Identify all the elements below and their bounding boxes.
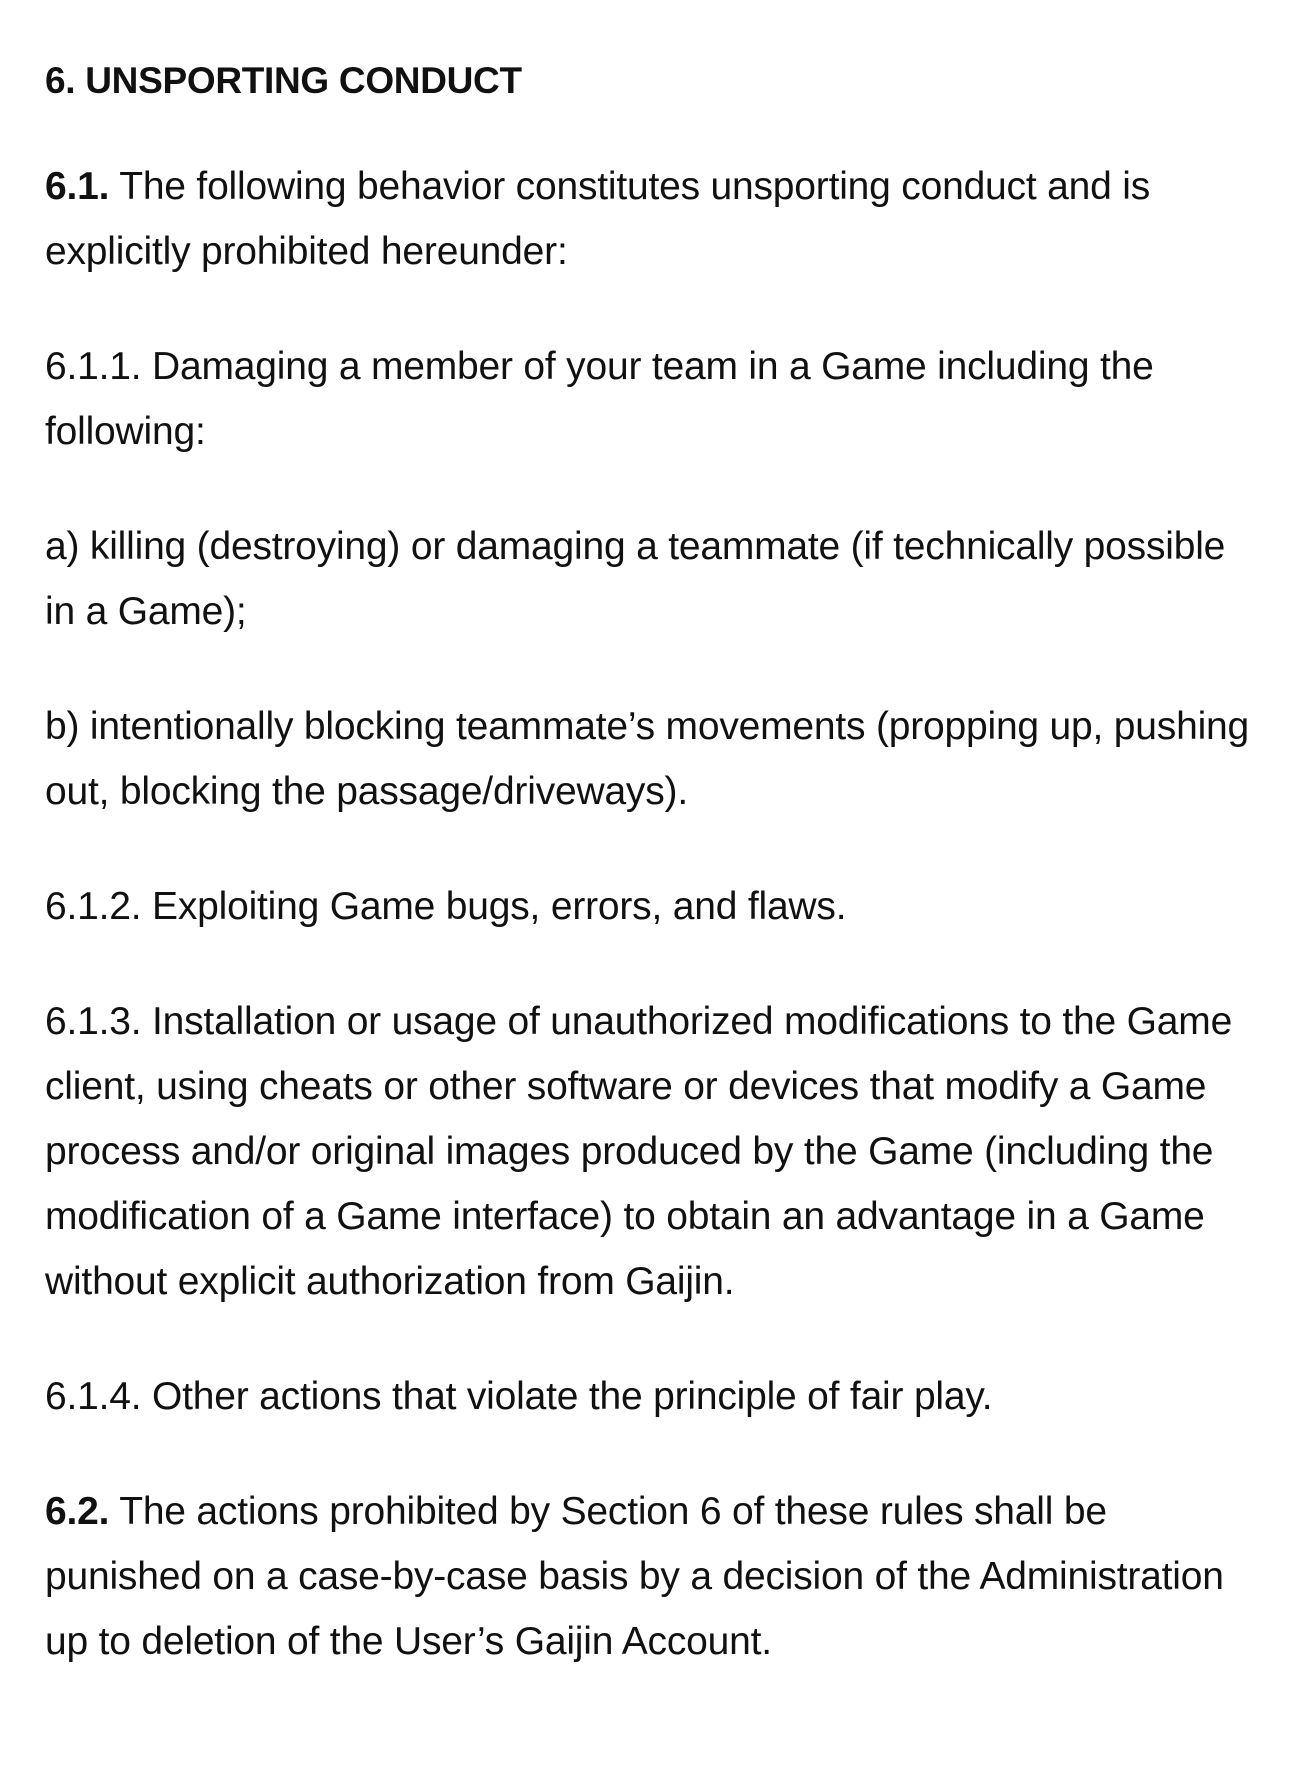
clause-number: 6.1. — [45, 165, 110, 208]
clause-6-2 — [45, 1479, 1250, 1674]
clause-6-1-2: 6.1.2. Exploiting Game bugs, errors, and flaws. — [45, 885, 847, 928]
section-heading: 6. UNSPORTING CONDUCT — [45, 60, 522, 101]
clause-6-1 — [45, 154, 1250, 284]
clause-6-1-1-b: b) intentionally blocking teammate’s movements (propping up, pushing out, blocking the passage/driveways). — [45, 705, 1250, 813]
clause-6-1-1: 6.1.1. Damaging a member of your team in a Game including the following: — [45, 345, 1154, 453]
clause-6-1-1-a: a) killing (destroying) or damaging a teammate (if technically possible in a Game); — [45, 525, 1226, 633]
clause-number: 6.2. — [45, 1490, 110, 1533]
clause-6-1-4: 6.1.4. Other actions that violate the principle of fair play. — [45, 1375, 993, 1418]
clause-text: The following behavior constitutes unsporting conduct and is explicitly prohibited hereunder: — [45, 165, 1150, 273]
clause-text: The actions prohibited by Section 6 of these rules shall be punished on a case-by-case basis by a decision of the Administration up to deletion of the User’s Gaijin Account. — [45, 1490, 1224, 1663]
clause-6-1-3: 6.1.3. Installation or usage of unauthorized modifications to the Game client, using cheats or other software or devices that modify a Game process and/or original images produced by the Game (including the modification of a Game interface) to obtain an advantage in a Game without explicit authorization from Gaijin. — [45, 1000, 1233, 1303]
